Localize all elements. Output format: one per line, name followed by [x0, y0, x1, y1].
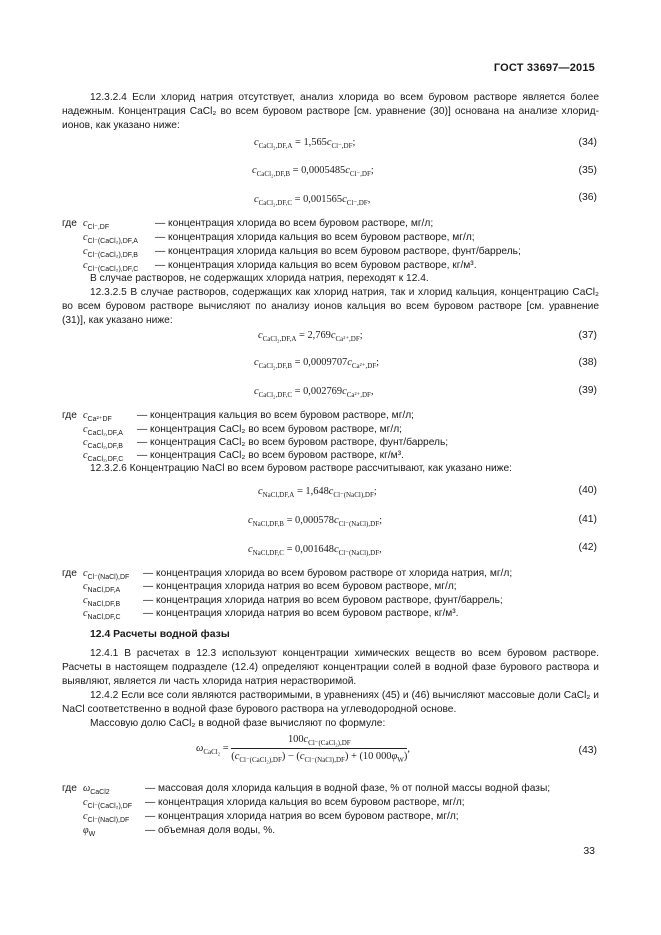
equation-36: $c_{CaCl_2,DF,C} = 0,001565c_{Cl^-,DF}$,: [254, 194, 371, 208]
page-number: 33: [583, 845, 595, 857]
paragraph-no-nacl: В случае растворов, не содержащих хлорида натрия, переходят к 12.4.: [90, 273, 429, 284]
paragraph-12-3-2-4: 12.3.2.4 Если хлорид натрия отсутствует, анализ хлорида во всем буровом растворе является более надежным. Концентрация CaCl₂ во всем буровом растворе [см. уравнение (30)] основана на анализе хлорид-ионов, как указано ниже:: [62, 92, 599, 131]
fraction: $\frac{100c_{Cl^-(CaCl_2),DF}}{(c_{Cl^-(CaCl_2),DF}) - (c_{Cl^-(NaCl),DF}) + (10 000\varphi_W)}$: [231, 734, 408, 765]
definition-item: $c_{Ca^{2+}DF}$: [83, 410, 112, 424]
equation-number-43: (43): [578, 745, 597, 756]
equation-number-40: (40): [578, 485, 597, 496]
equation-41: $c_{NaCl,DF,B} = 0,000578c_{Cl^-(NaCl),DF}$;: [248, 515, 382, 529]
paragraph-12-3-2-5: 12.3.2.5 В случае растворов, содержащих как хлорид натрия, так и хлорид кальция, концентрацию CaCl₂ во всем буровом растворе вычисляют по анализу ионов кальция во всем буровом растворе [см. уравнение (31)], как указано ниже:: [62, 287, 599, 326]
where-label: где: [62, 410, 77, 421]
definition-text: — концентрация хлорида натрия во всем буровом растворе, фунт/баррель;: [143, 595, 503, 606]
definition-item: $c_{NaCl,DF,C}$: [83, 608, 121, 622]
equation-number-35: (35): [578, 165, 597, 176]
equation-42: $c_{NaCl,DF,C} = 0,001648c_{Cl^-(NaCl),DF}$,: [248, 544, 382, 558]
definition-item: $c_{Cl^-(CaCl_2),DF}$: [83, 797, 133, 811]
definition-text: — концентрация хлорида натрия во всем буровом растворе, мг/л;: [143, 581, 457, 592]
definition-text: — объемная доля воды, %.: [145, 825, 276, 836]
equation-34: $c_{CaCl_2,DF,A} = 1,565c_{Cl^-,DF}$;: [254, 137, 356, 151]
equation-43: $\omega_{CaCl_2}$ = $\frac{100c_{Cl^-(CaCl_2),DF}}{(c_{Cl^-(CaCl_2),DF}) - (c_{Cl^-(NaCl),DF}) + (10 000\varphi_W)}$ ,: [196, 734, 410, 765]
definition-text: — концентрация хлорида кальция во всем буровом растворе, мг/л;: [155, 232, 475, 243]
definition-item: $c_{NaCl,DF,B}$: [83, 595, 121, 609]
equation-38: $c_{CaCl_2,DF,B} = 0,0009707c_{Ca^{2+},DF}$;: [254, 357, 380, 371]
definition-item: $c_{Cl^-(CaCl_2),DF,B}$: [83, 246, 138, 260]
definition-item: $c_{Cl^-(NaCl),DF}$: [83, 811, 130, 825]
definition-text: — концентрация хлорида кальция во всем буровом растворе, фунт/баррель;: [155, 246, 521, 257]
paragraph-12-4-1: 12.4.1 В расчетах в 12.3 используют концентрации химических веществ во всем буровом растворе. Расчеты в настоящем подразделе (12.4) определяют концентрации солей в водной фазе бурового раствора и выявляют, является ли часть хлорида натрия нерастворимой.: [62, 648, 599, 687]
where-label: где: [62, 568, 77, 579]
definition-text: — концентрация CaCl₂ во всем буровом растворе, мг/л;: [137, 424, 402, 435]
where-label: где: [62, 783, 77, 794]
definition-text: — концентрация CaCl₂ во всем буровом растворе, фунт/баррель;: [137, 437, 449, 448]
equation-40: $c_{NaCl,DF,A} = 1,648c_{Cl^-(NaCl),DF}$;: [258, 486, 377, 500]
definition-text: — концентрация хлорида кальция во всем буровом растворе, мг/л;: [145, 797, 465, 808]
definition-text: — концентрация CaCl₂ во всем буровом растворе, кг/м³.: [137, 450, 404, 461]
definition-item: $c_{CaCl_2,DF,A}$: [83, 424, 123, 438]
definition-item: $c_{Cl^-(NaCl),DF}$: [83, 568, 130, 582]
equation-number-41: (41): [578, 514, 597, 525]
definition-item: $c_{Cl^-,DF}$: [83, 218, 110, 232]
definition-item: $c_{Cl^-(CaCl_2),DF,C}$: [83, 260, 139, 274]
definition-item: $c_{NaCl,DF,A}$: [83, 581, 121, 595]
section-heading-12-4: 12.4 Расчеты водной фазы: [90, 629, 230, 640]
definition-text: — массовая доля хлорида кальция в водной фазе, % от полной массы водной фазы;: [145, 783, 551, 794]
definition-item: $c_{Cl^-(CaCl_2),DF,A}$: [83, 232, 138, 246]
definition-text: — концентрация кальция во всем буровом растворе, мг/л;: [137, 410, 415, 421]
definition-item: $c_{CaCl_2,DF,C}$: [83, 450, 124, 464]
definition-text: — концентрация хлорида во всем буровом растворе от хлорида натрия, мг/л;: [143, 568, 513, 579]
definition-item: $c_{CaCl_2,DF,B}$: [83, 437, 123, 451]
equation-number-37: (37): [578, 330, 597, 341]
definition-text: — концентрация хлорида кальция во всем буровом растворе, кг/м³.: [155, 260, 477, 271]
definition-text: — концентрация хлорида натрия во всем буровом растворе, мг/л;: [145, 811, 459, 822]
paragraph-12-3-2-6: 12.3.2.6 Концентрацию NaCl во всем буровом растворе рассчитывают, как указано ниже:: [90, 463, 512, 474]
definition-item: $\varphi_W$: [83, 825, 96, 839]
equation-number-36: (36): [578, 192, 597, 203]
standard-header: ГОСТ 33697—2015: [493, 62, 595, 74]
definition-item: $\omega_{CaCl2}$: [83, 783, 110, 797]
paragraph-formula-intro: Массовую долю CaCl₂ в водной фазе вычисляют по формуле:: [90, 718, 386, 729]
equation-number-39: (39): [578, 385, 597, 396]
definition-text: — концентрация хлорида натрия во всем буровом растворе, кг/м³.: [143, 608, 459, 619]
equation-35: $c_{CaCl_2,DF,B} = 0,0005485c_{Cl^-,DF}$;: [252, 165, 374, 179]
definition-text: — концентрация хлорида во всем буровом растворе, мг/л;: [155, 218, 434, 229]
equation-37: $c_{CaCl_2,DF,A} = 2,769c_{Ca^{2+},DF}$;: [258, 330, 363, 344]
equation-39: $c_{CaCl_2,DF,C} = 0,002769c_{Ca^{2+},DF}$,: [254, 386, 374, 400]
equation-number-34: (34): [578, 137, 597, 148]
equation-number-38: (38): [578, 357, 597, 368]
equation-number-42: (42): [578, 542, 597, 553]
paragraph-12-4-2: 12.4.2 Если все соли являются растворимыми, в уравнениях (45) и (46) вычисляют массовые доли CaCl₂ и NaCl соответственно в водной фазе бурового раствора на углеводородной основе.: [62, 690, 599, 715]
where-label: где: [62, 218, 77, 229]
